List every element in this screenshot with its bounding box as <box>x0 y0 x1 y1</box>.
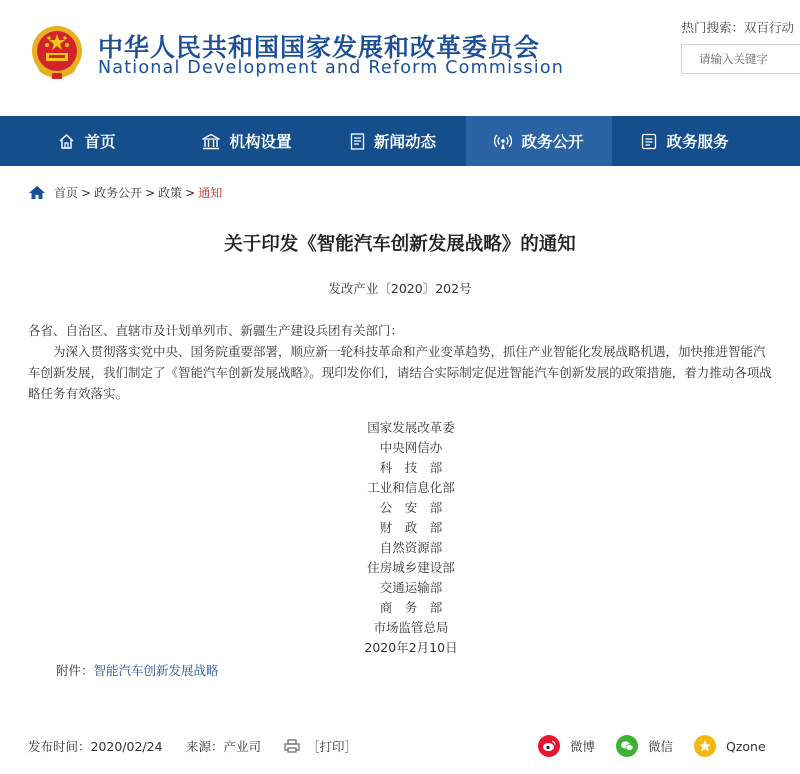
attachment <box>56 661 219 679</box>
breadcrumb-separator: > <box>145 185 156 200</box>
signer: 市场监管总局 <box>373 620 449 635</box>
signer: 工业和信息化部 <box>367 480 455 495</box>
nav-item-label: 政务服务 <box>666 133 729 151</box>
document-body <box>28 320 772 404</box>
document-icon <box>350 133 365 150</box>
nav-item-organization[interactable] <box>174 116 320 166</box>
document-number: 发改产业〔2020〕202号 <box>328 281 472 296</box>
site-title-cn: 中华人民共和国国家发展和改革委员会 <box>98 33 541 62</box>
main-nav <box>0 116 800 166</box>
signer: 商 务 部 <box>379 600 443 615</box>
source: 来源：产业司 <box>186 739 262 754</box>
signer: 自然资源部 <box>379 540 443 555</box>
signer: 交通运输部 <box>379 580 443 595</box>
search-input[interactable]: 请输入关键字 <box>681 44 800 74</box>
document-date: 2020年2月10日 <box>364 640 458 655</box>
attachment-label: 附件： <box>56 663 94 678</box>
breadcrumb-item-notice[interactable]: 通知 <box>198 186 223 200</box>
print-label: ［打印］ <box>307 739 358 754</box>
breadcrumb-item-government-affairs[interactable]: 政务公开 <box>94 186 143 200</box>
wechat-icon <box>616 735 638 757</box>
document-footer <box>28 737 800 757</box>
breadcrumb-separator: > <box>81 185 92 200</box>
main-paragraph: 为深入贯彻落实党中央、国务院重要部署，顺应新一轮科技革命和产业变革趋势，抓住产业智能化发展战略机遇，加快推进智能汽车创新发展，我们制定了《智能汽车创新发展战略》。现印发你们，请结合实际制定促进智能汽车创新发展的政策措施，着力推动各项战略任务有效落实。 <box>28 344 772 401</box>
signer: 科 技 部 <box>379 460 443 475</box>
national-emblem-icon[interactable] <box>30 24 84 82</box>
nav-item-home[interactable] <box>0 116 174 166</box>
nav-item-services[interactable] <box>612 116 758 166</box>
printer-icon <box>284 739 300 753</box>
publish-time: 发布时间：2020/02/24 <box>28 739 163 754</box>
print-button[interactable] <box>284 737 357 755</box>
building-icon <box>202 133 220 150</box>
site-title-en: National Development and Reform Commission <box>98 58 565 78</box>
attachment-link[interactable]: 智能汽车创新发展战略 <box>93 663 219 678</box>
breadcrumb <box>28 184 222 201</box>
weibo-icon <box>538 735 560 757</box>
share-label: 微博 <box>570 739 596 754</box>
hot-search-link[interactable]: 热门搜索：双百行动 <box>681 20 794 35</box>
signer: 住房城乡建设部 <box>367 560 455 575</box>
signer-list <box>300 418 522 658</box>
site-header <box>0 0 800 116</box>
home-icon[interactable] <box>28 185 46 200</box>
share-weibo-button[interactable] <box>538 735 595 757</box>
breadcrumb-item-policy[interactable]: 政策 <box>158 186 183 200</box>
nav-item-label: 机构设置 <box>229 133 292 151</box>
nav-item-label: 政务公开 <box>521 133 584 151</box>
signer: 中央网信办 <box>379 440 443 455</box>
page-title: 关于印发《智能汽车创新发展战略》的通知 <box>224 234 576 255</box>
signer: 国家发展改革委 <box>367 420 455 435</box>
addressee: 各省、自治区、直辖市及计划单列市、新疆生产建设兵团有关部门： <box>28 323 404 338</box>
nav-item-news[interactable] <box>320 116 466 166</box>
nav-item-label: 新闻动态 <box>373 133 436 151</box>
home-icon <box>58 133 75 150</box>
share-wechat-button[interactable] <box>616 735 673 757</box>
qzone-icon <box>694 735 716 757</box>
nav-item-government-affairs[interactable] <box>466 116 612 166</box>
breadcrumb-separator: > <box>185 185 196 200</box>
share-label: Qzone <box>726 738 766 754</box>
share-label: 微信 <box>648 739 674 754</box>
service-icon <box>641 133 657 150</box>
signer: 公 安 部 <box>379 500 443 515</box>
broadcast-icon <box>494 133 512 150</box>
signer: 财 政 部 <box>379 520 443 535</box>
share-qzone-button[interactable] <box>694 735 766 757</box>
nav-item-label: 首页 <box>84 133 116 151</box>
breadcrumb-item-home[interactable]: 首页 <box>54 186 79 200</box>
